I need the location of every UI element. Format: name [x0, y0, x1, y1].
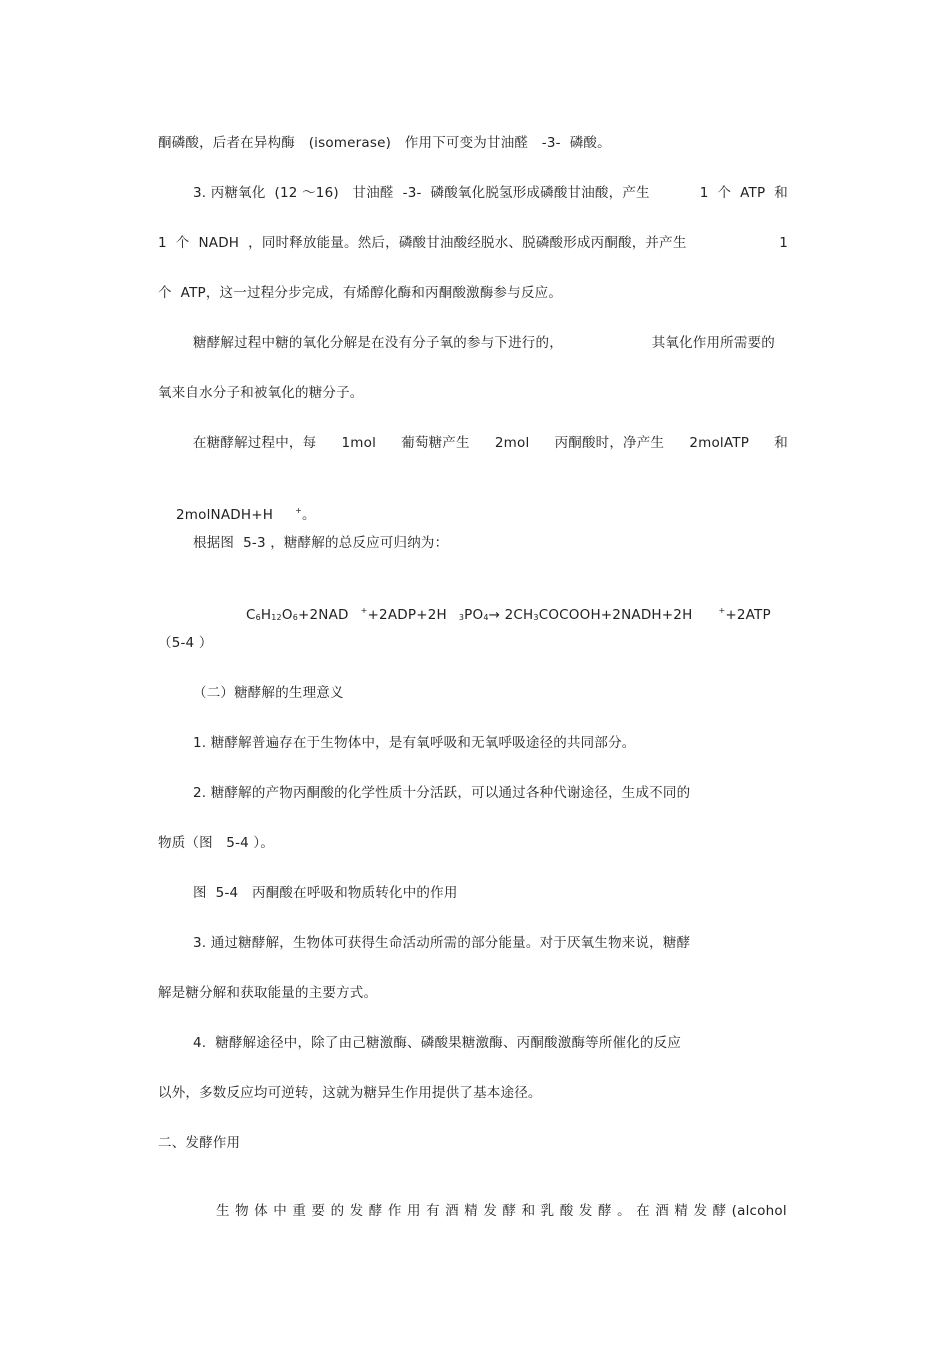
text-span: 丙酮酸时，净产生	[554, 435, 665, 451]
paragraph-line: 解是糖分解和获取能量的主要方式。	[158, 985, 378, 1001]
subscript: 3	[458, 613, 465, 622]
paragraph-line	[158, 234, 788, 252]
paragraph-line	[193, 434, 788, 452]
figure-caption: 图 5-4 丙酮酸在呼吸和物质转化中的作用	[193, 885, 458, 901]
equation-term: 2CH	[504, 607, 534, 623]
equation-term: O	[281, 607, 293, 623]
equation-term: C	[245, 607, 256, 623]
subscript: 3	[533, 613, 539, 622]
paragraph-line	[193, 184, 788, 202]
text-span: 1	[779, 235, 788, 251]
subscript: 12	[271, 613, 282, 622]
paragraph-line: 物质（图 5-4 ）。	[158, 835, 275, 851]
text-span: 1 个 NADH ，同时释放能量。然后，磷酸甘油酸经脱水、脱磷酸形成丙酮酸，并产生	[158, 235, 687, 251]
superscript: +	[360, 606, 368, 615]
equation-term: PO	[464, 607, 484, 623]
equation-term: +2ADP+2H	[367, 607, 447, 623]
subscript: 4	[483, 613, 489, 622]
equation-term: +2NAD	[297, 607, 349, 623]
text-span: 1mol	[341, 435, 377, 451]
text-span: 2molATP	[689, 435, 750, 451]
paragraph-line: 个 ATP，这一过程分步完成，有烯醇化酶和丙酮酸激酶参与反应。	[158, 285, 563, 301]
arrow-icon: →	[488, 607, 501, 623]
text-span: 1 个 ATP 和	[699, 185, 788, 201]
text-span: 和	[774, 435, 788, 451]
paragraph-line: 根据图 5-3 ，糖酵解的总反应可归纳为：	[193, 535, 449, 551]
text-span: 葡萄糖产生	[401, 435, 470, 451]
paragraph-line: 以外，多数反应均可逆转，这就为糖异生作用提供了基本途径。	[158, 1085, 542, 1101]
text-span: 生物体中重要的发酵作用有酒精发酵和乳酸发酵。在酒精发酵	[215, 1203, 732, 1219]
equation-term: H	[260, 607, 272, 623]
text-span: 在糖酵解过程中，每	[193, 435, 317, 451]
text-span: 2molNADH+H	[175, 507, 274, 523]
text-span: 2mol	[494, 435, 530, 451]
text-span: 3. 丙糖氧化 (12 ～16) 甘油醛 -3- 磷酸氧化脱氢形成磷酸甘油酸，产生	[193, 185, 650, 201]
list-item: 3. 通过糖酵解，生物体可获得生命活动所需的部分能量。对于厌氧生物来说，糖酵	[193, 935, 691, 951]
superscript: +	[718, 606, 726, 615]
equation-term: +2ATP	[725, 607, 771, 623]
equation-label: （5-4 ）	[158, 635, 213, 651]
section-heading: 二、发酵作用	[158, 1135, 241, 1151]
subscript: 6	[292, 613, 298, 622]
paragraph-line	[198, 1184, 787, 1238]
text-span: (alcohol	[731, 1203, 787, 1219]
text-span: 糖酵解过程中糖的氧化分解是在没有分子氧的参与下进行的，	[193, 335, 563, 351]
list-item: 2. 糖酵解的产物丙酮酸的化学性质十分活跃，可以通过各种代谢途径，生成不同的	[193, 785, 691, 801]
superscript: +	[295, 506, 302, 515]
paragraph-line: 氧来自水分子和被氧化的糖分子。	[158, 385, 364, 401]
list-item: 1. 糖酵解普遍存在于生物体中，是有氧呼吸和无氧呼吸途径的共同部分。	[193, 735, 636, 751]
text-span: 其氧化作用所需要的	[651, 335, 775, 351]
equation-term: COCOOH+2NADH+2H	[538, 607, 693, 623]
paragraph-line	[193, 334, 775, 352]
section-heading: （二）糖酵解的生理意义	[193, 685, 344, 701]
list-item: 4. 糖酵解途径中，除了由己糖激酶、磷酸果糖激酶、丙酮酸激酶等所催化的反应	[193, 1035, 682, 1051]
equation	[228, 584, 771, 645]
subscript: 6	[255, 613, 261, 622]
paragraph-line: 酮磷酸，后者在异构酶 (isomerase) 作用下可变为甘油醛 -3- 磷酸。	[158, 135, 611, 151]
text-span: 。	[301, 507, 316, 523]
